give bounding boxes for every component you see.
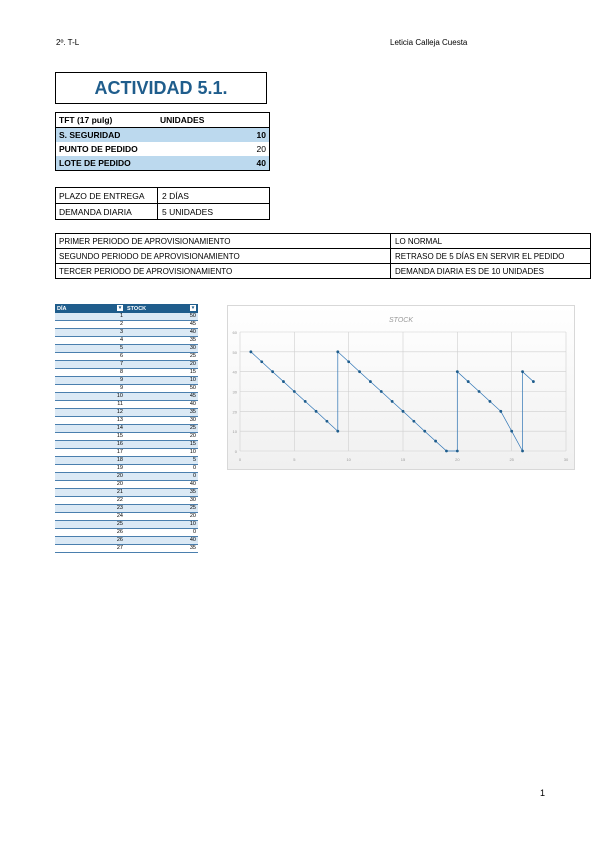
params-row-security-stock	[56, 128, 269, 142]
table-row	[55, 337, 198, 345]
day-cell[interactable]: 21	[55, 489, 125, 497]
header-author: Leticia Calleja Cuesta	[390, 38, 468, 47]
data-point	[347, 360, 350, 363]
data-point	[412, 420, 415, 423]
day-cell[interactable]: 15	[55, 433, 125, 441]
period-value: LO NORMAL	[395, 236, 443, 246]
data-point	[445, 450, 448, 453]
data-point	[336, 430, 339, 433]
table-row	[55, 449, 198, 457]
table-row	[55, 417, 198, 425]
delivery-label: DEMANDA DIARIA	[56, 204, 158, 219]
data-point	[315, 410, 318, 413]
day-cell[interactable]: 7	[55, 361, 125, 369]
data-point	[521, 370, 524, 373]
period-row-2	[56, 248, 590, 263]
stock-cell[interactable]: 45	[125, 321, 198, 329]
data-point	[304, 400, 307, 403]
stock-cell[interactable]: 40	[125, 329, 198, 337]
x-tick-label: 15	[400, 457, 406, 462]
data-point	[456, 450, 459, 453]
data-point	[467, 380, 470, 383]
day-cell[interactable]: 22	[55, 497, 125, 505]
data-point	[521, 450, 524, 453]
x-tick-label: 25	[509, 457, 514, 462]
table-row	[55, 481, 198, 489]
column-header-day[interactable]	[55, 304, 125, 313]
params-header-row	[56, 113, 269, 128]
day-cell[interactable]: 17	[55, 449, 125, 457]
stock-cell[interactable]: 25	[125, 353, 198, 361]
day-cell[interactable]: 2	[55, 321, 125, 329]
stock-cell[interactable]: 20	[125, 433, 198, 441]
stock-cell[interactable]: 35	[125, 337, 198, 345]
day-cell[interactable]: 16	[55, 441, 125, 449]
day-cell[interactable]: 20	[55, 473, 125, 481]
params-label: S. SEGURIDAD	[59, 130, 121, 140]
data-point	[369, 380, 372, 383]
delivery-label: PLAZO DE ENTREGA	[56, 188, 158, 203]
stock-chart	[227, 305, 575, 470]
table-row	[55, 545, 198, 553]
table-row	[55, 489, 198, 497]
filter-dropdown-icon[interactable]: ▾	[191, 305, 195, 311]
table-row	[55, 313, 198, 321]
data-point	[326, 420, 329, 423]
table-row	[55, 473, 198, 481]
header-course: 2º. T-L	[56, 38, 80, 47]
table-row	[55, 401, 198, 409]
period-value: RETRASO DE 5 DÍAS EN SERVIR EL PEDIDO	[395, 251, 565, 261]
period-row-1	[56, 234, 590, 248]
table-row	[55, 433, 198, 441]
data-point	[510, 430, 513, 433]
day-cell[interactable]: 11	[55, 401, 125, 409]
day-cell[interactable]: 13	[55, 417, 125, 425]
stock-cell[interactable]: 25	[125, 505, 198, 513]
day-cell[interactable]: 1	[55, 313, 125, 321]
y-tick-label: 20	[232, 409, 237, 415]
day-cell[interactable]: 25	[55, 521, 125, 529]
table-row	[55, 369, 198, 377]
data-point	[282, 380, 285, 383]
period-row-3	[56, 263, 590, 278]
column-header-stock[interactable]	[125, 304, 198, 313]
params-value: 40	[256, 158, 266, 168]
table-row	[55, 361, 198, 369]
data-point	[434, 440, 437, 443]
day-cell[interactable]: 3	[55, 329, 125, 337]
day-cell[interactable]: 9	[55, 377, 125, 385]
table-row	[55, 457, 198, 465]
delivery-value: 5 UNIDADES	[162, 206, 214, 217]
filter-dropdown-icon[interactable]: ▾	[118, 305, 122, 311]
day-cell[interactable]: 8	[55, 369, 125, 377]
table-row	[55, 385, 198, 393]
stock-cell[interactable]: 0	[125, 465, 198, 473]
delivery-value: 2 DÍAS	[162, 190, 189, 201]
stock-cell[interactable]: 35	[125, 489, 198, 497]
stock-cell[interactable]: 5	[125, 457, 198, 465]
table-row	[55, 321, 198, 329]
stock-cell[interactable]: 25	[125, 425, 198, 433]
data-point	[489, 400, 492, 403]
stock-cell[interactable]: 10	[125, 377, 198, 385]
data-point	[478, 390, 481, 393]
data-point	[336, 350, 339, 353]
table-row	[55, 393, 198, 401]
day-cell[interactable]: 24	[55, 513, 125, 521]
params-row-reorder-point	[56, 142, 269, 156]
day-cell[interactable]: 18	[55, 457, 125, 465]
params-row-order-lot	[56, 156, 269, 170]
stock-cell[interactable]: 40	[125, 481, 198, 489]
stock-cell[interactable]: 0	[125, 529, 198, 537]
stock-table-header	[55, 304, 198, 313]
stock-cell[interactable]: 10	[125, 521, 198, 529]
params-label: LOTE DE PEDIDO	[59, 158, 131, 168]
delivery-row-lead-time	[56, 188, 269, 203]
x-tick-label: 10	[346, 457, 351, 462]
table-row	[55, 345, 198, 353]
table-row	[55, 529, 198, 537]
column-header-label: STOCK	[127, 305, 147, 312]
day-cell[interactable]: 9	[55, 385, 125, 393]
data-point	[499, 410, 502, 413]
data-point	[293, 390, 296, 393]
day-cell[interactable]: 23	[55, 505, 125, 513]
data-point	[260, 360, 263, 363]
day-cell[interactable]: 26	[55, 537, 125, 545]
page-title: ACTIVIDAD 5.1.	[55, 72, 267, 104]
x-tick-label: 30	[563, 457, 569, 462]
stock-cell[interactable]: 10	[125, 449, 198, 457]
day-cell[interactable]: 20	[55, 481, 125, 489]
y-tick-label: 50	[232, 349, 237, 355]
params-head-units: UNIDADES	[160, 115, 205, 125]
period-value: DEMANDA DIARIA ES DE 10 UNIDADES	[395, 266, 544, 276]
params-value: 20	[256, 144, 266, 154]
data-point	[391, 400, 394, 403]
day-cell[interactable]: 10	[55, 393, 125, 401]
params-head-product: TFT (17 pulg)	[59, 115, 113, 125]
y-tick-label: 0	[234, 449, 237, 454]
params-label: PUNTO DE PEDIDO	[59, 144, 138, 154]
day-cell[interactable]: 12	[55, 409, 125, 417]
table-row	[55, 353, 198, 361]
table-row	[55, 425, 198, 433]
stock-table	[55, 304, 198, 553]
periods-table	[55, 233, 591, 279]
data-point	[532, 380, 535, 383]
stock-cell[interactable]: 20	[125, 513, 198, 521]
data-point	[271, 370, 274, 373]
period-label: PRIMER PERIODO DE APROVISIONAMIENTO	[56, 234, 391, 248]
stock-cell[interactable]: 45	[125, 393, 198, 401]
stock-cell[interactable]: 35	[125, 545, 198, 553]
column-header-label: DÍA	[57, 305, 67, 312]
period-label: TERCER PERIODO DE APROVISIONAMIENTO	[56, 264, 391, 278]
data-point	[380, 390, 383, 393]
delivery-table	[55, 187, 270, 220]
stock-chart-svg	[228, 306, 574, 469]
y-tick-label: 30	[232, 389, 237, 395]
data-point	[456, 370, 459, 373]
day-cell[interactable]: 27	[55, 545, 125, 553]
x-tick-label: 0	[238, 457, 242, 462]
table-row	[55, 513, 198, 521]
stock-cell[interactable]: 50	[125, 313, 198, 321]
table-row	[55, 465, 198, 473]
day-cell[interactable]: 26	[55, 529, 125, 537]
params-table	[55, 112, 270, 171]
stock-table-body	[55, 313, 198, 553]
stock-cell[interactable]: 0	[125, 473, 198, 481]
params-value: 10	[256, 130, 266, 140]
delivery-row-daily-demand	[56, 203, 269, 219]
table-row	[55, 537, 198, 545]
stock-cell[interactable]: 40	[125, 537, 198, 545]
stock-cell[interactable]: 30	[125, 345, 198, 353]
stock-cell[interactable]: 30	[125, 417, 198, 425]
x-tick-label: 20	[455, 457, 460, 462]
day-cell[interactable]: 14	[55, 425, 125, 433]
table-row	[55, 409, 198, 417]
table-row	[55, 505, 198, 513]
table-row	[55, 497, 198, 505]
page-number: 1	[540, 788, 546, 798]
y-tick-label: 10	[232, 429, 237, 435]
table-row	[55, 441, 198, 449]
table-row	[55, 329, 198, 337]
day-cell[interactable]: 19	[55, 465, 125, 473]
table-row	[55, 377, 198, 385]
y-tick-label: 40	[232, 369, 237, 375]
stock-cell[interactable]: 15	[125, 369, 198, 377]
stock-cell[interactable]: 50	[125, 385, 198, 393]
period-label: SEGUNDO PERIODO DE APROVISIONAMIENTO	[56, 249, 391, 263]
x-tick-label: 5	[293, 457, 296, 462]
data-point	[423, 430, 426, 433]
data-point	[402, 410, 405, 413]
stock-cell[interactable]: 40	[125, 401, 198, 409]
day-cell[interactable]: 5	[55, 345, 125, 353]
stock-cell[interactable]: 15	[125, 441, 198, 449]
day-cell[interactable]: 4	[55, 337, 125, 345]
data-point	[358, 370, 361, 373]
stock-cell[interactable]: 20	[125, 361, 198, 369]
stock-cell[interactable]: 30	[125, 497, 198, 505]
table-row	[55, 521, 198, 529]
chart-title: STOCK	[389, 317, 413, 324]
day-cell[interactable]: 6	[55, 353, 125, 361]
y-tick-label: 60	[232, 330, 237, 335]
stock-cell[interactable]: 35	[125, 409, 198, 417]
data-point	[249, 350, 252, 353]
